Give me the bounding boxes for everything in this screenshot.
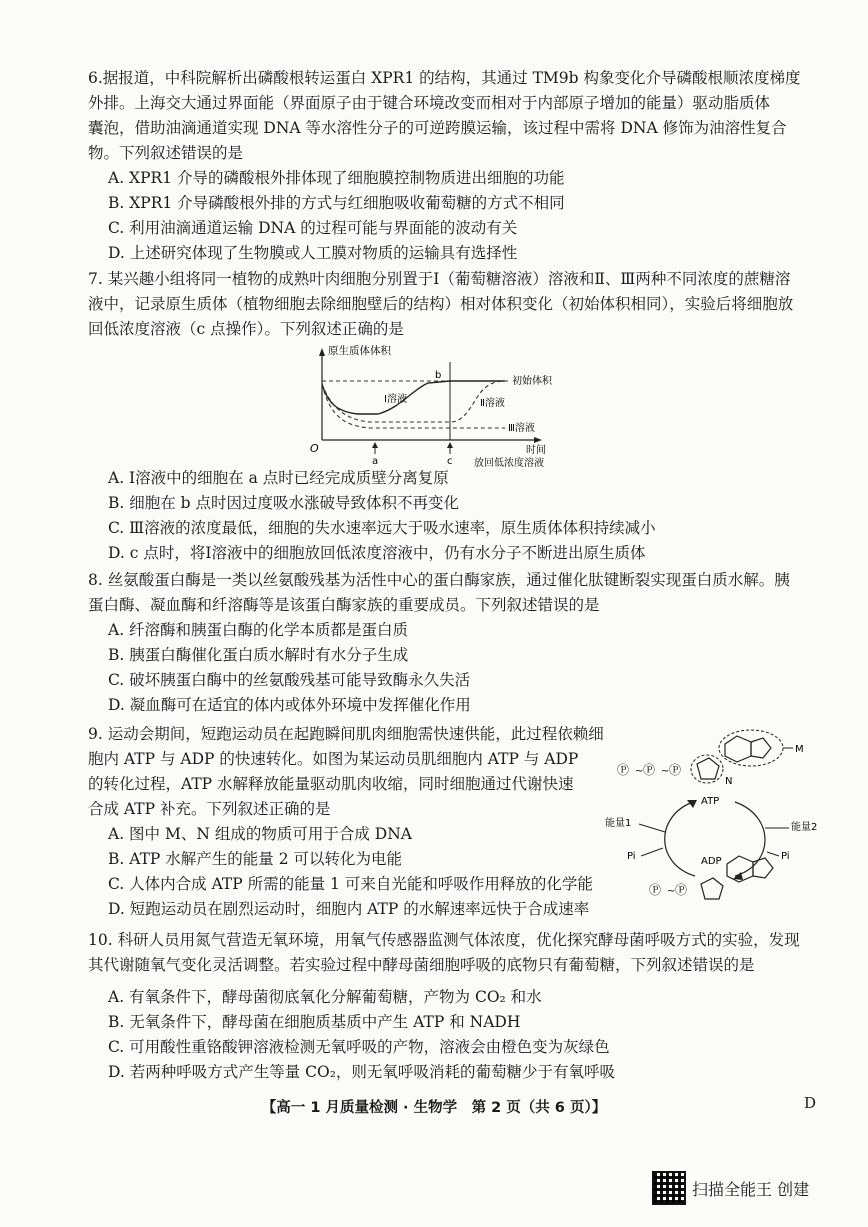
question-stem-line: 其代谢随氧气变化灵活调整。若实验过程中酵母菌细胞呼吸的底物只有葡萄糖，下列叙述错误的是	[88, 956, 755, 974]
figure-note: 放回低浓度溶液	[474, 458, 544, 469]
question-stem-line: 蛋白酶、凝血酶和纤溶酶等是该蛋白酶家族的重要成员。下列叙述错误的是	[88, 596, 600, 614]
question-stem-line: 囊泡，借助油滴通道实现 DNA 等水溶性分子的可逆跨膜运输，该过程中需将 DNA 修饰为油溶性复合	[88, 119, 787, 137]
pi-out-arrow	[767, 852, 779, 856]
question-stem-line: 胞内 ATP 与 ADP 的快速转化。如图为某运动员肌细胞内 ATP 与 ADP	[88, 750, 579, 768]
option-b: B. XPR1 介导磷酸根外排的方式与红细胞吸收葡萄糖的方式不相同	[108, 194, 565, 212]
energy1-arrow	[639, 824, 665, 832]
watermark-text: 扫描全能王 创建	[692, 1179, 810, 1199]
question-10-stem	[88, 928, 828, 978]
base-ring-icon	[751, 738, 771, 758]
question-10	[88, 928, 828, 1085]
question-8	[88, 568, 828, 718]
question-stem-line: 9. 运动会期间，短跑运动员在起跑瞬间肌肉细胞需快速供能，此过程依赖细	[88, 725, 604, 743]
question-stem-line: 10. 科研人员用氮气营造无氧环境，用氧气传感器监测气体浓度，优化探究酵母菌呼吸方式的实验，发现	[88, 931, 800, 949]
scanner-watermark	[652, 1171, 809, 1205]
point-b-label: b	[435, 370, 442, 381]
question-7-stem	[88, 267, 828, 342]
question-stem-line: 外排。上海交大通过界面能（界面原子由于键合环境改变而相对于内部原子增加的能量）驱动脂质体	[88, 94, 771, 112]
label-solution-ii: Ⅱ溶液	[480, 398, 505, 409]
question-stem-line: 回低浓度溶液（c 点操作）。下列叙述正确的是	[88, 320, 404, 338]
option-a: A. 有氧条件下，酵母菌彻底氧化分解葡萄糖，产物为 CO₂ 和水	[108, 988, 542, 1006]
option-a: A. Ⅰ溶液中的细胞在 a 点时已经完成质壁分离复原	[108, 469, 449, 487]
question-stem-line: 物。下列叙述错误的是	[88, 144, 244, 162]
option-d: D. 短跑运动员在剧烈运动时，细胞内 ATP 的水解速率远快于合成速率	[108, 900, 590, 918]
phosphate-icon: Ⓟ	[617, 763, 630, 777]
label-pi-in: Pi	[627, 851, 636, 862]
option-d: D. 若两种呼吸方式产生等量 CO₂，则无氧呼吸消耗的葡萄糖少于有氧呼吸	[108, 1063, 615, 1081]
phosphate-icon: Ⓟ	[675, 883, 688, 897]
label-adp: ADP	[701, 856, 722, 867]
option-c: C. Ⅲ溶液的浓度最低，细胞的失水速率远大于吸水速率，原生质体体积持续减小	[108, 519, 656, 537]
label-m: M	[795, 744, 804, 755]
base-ring-icon	[753, 858, 773, 878]
base-ring-icon	[725, 736, 751, 762]
label-n: N	[725, 776, 733, 787]
page-letter: D	[804, 1094, 817, 1112]
ribose-ring-icon	[701, 878, 723, 899]
y-axis-label: 原生质体体积	[328, 345, 391, 357]
option-c: C. 可用酸性重铬酸钾溶液检测无氧呼吸的产物，溶液会由橙色变为灰绿色	[108, 1038, 610, 1056]
ribose-ring-icon	[697, 758, 719, 779]
x-axis-label: 时间	[526, 445, 546, 456]
phosphate-icon: Ⓟ	[669, 763, 682, 777]
origin-label: O	[310, 442, 319, 455]
question-stem-line: 液中，记录原生质体（植物细胞去除细胞壁后的结构）相对体积变化（初始体积相同），实验后将细胞放	[88, 295, 794, 313]
question-9-stem	[88, 722, 608, 822]
arrow-up-icon	[372, 442, 378, 448]
point-c-label: c	[447, 456, 453, 467]
qr-code-icon	[652, 1171, 686, 1205]
bond-symbol: ~	[661, 766, 670, 777]
curve-solution-ii	[322, 381, 505, 422]
option-b: B. 细胞在 b 点时因过度吸水涨破导致体积不再变化	[108, 494, 460, 512]
bond-symbol: ~	[667, 886, 676, 897]
y-axis-arrow-icon	[319, 348, 325, 356]
initial-volume-label: 初始体积	[512, 376, 552, 387]
option-b: B. 无氧条件下，酵母菌在细胞质基质中产生 ATP 和 NADH	[108, 1013, 521, 1031]
option-a: A. XPR1 介导的磷酸根外排体现了细胞膜控制物质进出细胞的功能	[108, 169, 565, 187]
question-8-stem	[88, 568, 828, 618]
label-atp: ATP	[701, 796, 720, 807]
question-stem-line: 的转化过程，ATP 水解释放能量驱动肌肉收缩，同时细胞通过代谢快速	[88, 775, 574, 793]
arrow-up-icon	[447, 442, 453, 448]
question-7-options	[88, 466, 828, 566]
label-solution-i: Ⅰ溶液	[384, 394, 407, 405]
label-energy-1: 能量1	[605, 818, 632, 829]
question-7	[88, 267, 828, 342]
question-stem-line: 7. 某兴趣小组将同一植物的成熟叶肉细胞分别置于Ⅰ（葡萄糖溶液）溶液和Ⅱ、Ⅲ两种不同浓度的蔗糖溶	[88, 270, 791, 288]
question-6	[88, 66, 828, 266]
phosphate-icon: Ⓟ	[649, 883, 662, 897]
phosphate-icon: Ⓟ	[643, 763, 656, 777]
option-d: D. c 点时，将Ⅰ溶液中的细胞放回低浓度溶液中，仍有水分子不断进出原生质体	[108, 544, 646, 562]
curve-solution-iii	[322, 384, 505, 428]
question-9	[88, 722, 608, 922]
protoplast-volume-graph	[300, 340, 570, 470]
synthesis-arc	[665, 802, 695, 876]
label-pi-out: Pi	[781, 851, 790, 862]
question-6-stem	[88, 66, 828, 166]
option-b: B. 胰蛋白酶催化蛋白质水解时有水分子生成	[108, 646, 409, 664]
question-stem-line: 6.据报道，中科院解析出磷酸根转运蛋白 XPR1 的结构，其通过 TM9b 构象变化介导磷酸根顺浓度梯度	[88, 69, 801, 87]
atp-adp-cycle-diagram	[605, 724, 830, 914]
label-energy-2: 能量2	[791, 822, 818, 833]
hydrolysis-arc	[735, 802, 765, 876]
page-footer: 【高一 1 月质量检测 · 生物学 第 2 页（共 6 页）】	[261, 1100, 607, 1116]
option-b: B. ATP 水解产生的能量 2 可以转化为电能	[108, 850, 403, 868]
bond-symbol: ~	[635, 766, 644, 777]
x-axis-arrow-icon	[534, 437, 542, 443]
question-stem-line: 8. 丝氨酸蛋白酶是一类以丝氨酸残基为活性中心的蛋白酶家族，通过催化肽键断裂实现蛋白质水解。胰	[88, 571, 790, 589]
label-solution-iii: Ⅲ溶液	[508, 423, 535, 434]
option-a: A. 图中 M、N 组成的物质可用于合成 DNA	[108, 825, 412, 843]
pi-in-arrow	[641, 848, 663, 856]
option-d: D. 上述研究体现了生物膜或人工膜对物质的运输具有选择性	[108, 244, 518, 262]
option-c: C. 人体内合成 ATP 所需的能量 1 可来自光能和呼吸作用释放的化学能	[108, 875, 593, 893]
option-c: C. 利用油滴通道运输 DNA 的过程可能与界面能的波动有关	[108, 219, 518, 237]
point-a-label: a	[372, 456, 379, 467]
option-d: D. 凝血酶可在适宜的体内或体外环境中发挥催化作用	[108, 696, 471, 714]
option-c: C. 破坏胰蛋白酶中的丝氨酸残基可能导致酶永久失活	[108, 671, 471, 689]
option-a: A. 纤溶酶和胰蛋白酶的化学本质都是蛋白质	[108, 621, 409, 639]
question-stem-line: 合成 ATP 补充。下列叙述正确的是	[88, 800, 331, 818]
